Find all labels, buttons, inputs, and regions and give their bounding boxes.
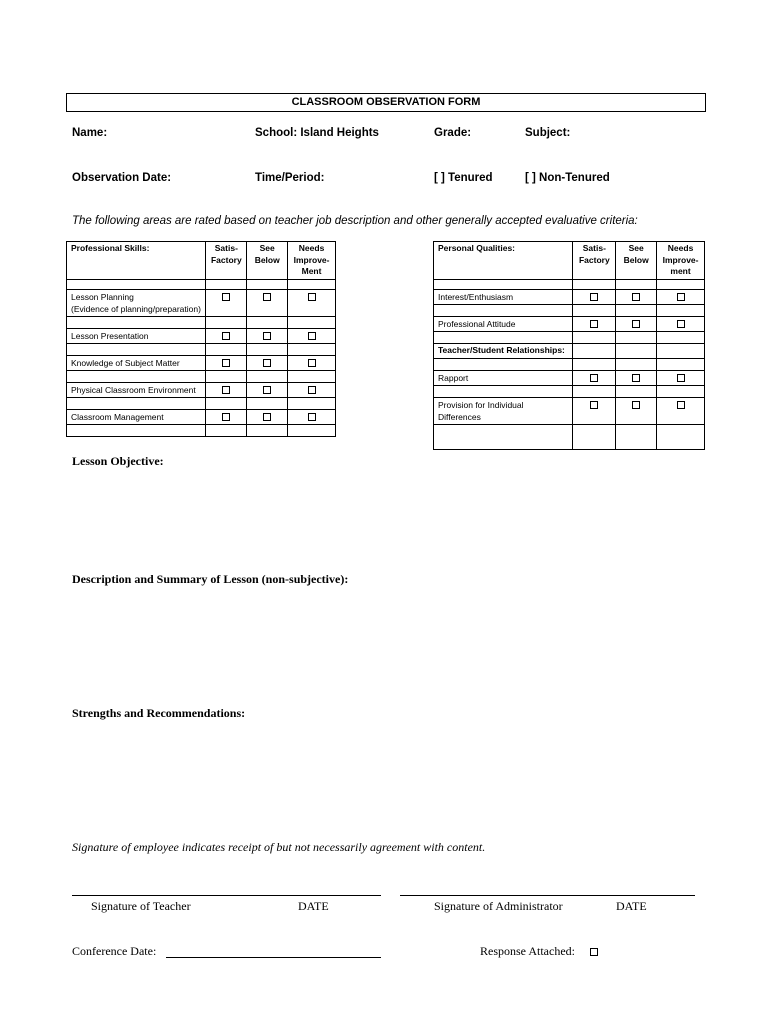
rating-checkbox[interactable]: [263, 332, 271, 340]
professional-skills-table: [66, 241, 336, 437]
rating-checkbox[interactable]: [677, 293, 685, 301]
rating-checkbox[interactable]: [222, 386, 230, 394]
strengths-heading: Strengths and Recommendations:: [72, 706, 246, 720]
rating-checkbox[interactable]: [222, 359, 230, 367]
col-satisfactory: Satis- Factory: [210, 243, 242, 265]
row-label: Professional Attitude: [434, 317, 573, 332]
rating-checkbox[interactable]: [263, 359, 271, 367]
professional-skills-header: Professional Skills:: [67, 242, 206, 280]
col-satisfactory: Satis- Factory: [578, 243, 610, 265]
rating-checkbox[interactable]: [308, 413, 316, 421]
rating-checkbox[interactable]: [590, 374, 598, 382]
row-sublabel: (Evidence of planning/preparation): [71, 304, 201, 314]
row-label: Rapport: [434, 370, 573, 385]
row-label: Interest/Enthusiasm: [434, 290, 573, 305]
rating-checkbox[interactable]: [308, 332, 316, 340]
row-label: Lesson Presentation: [67, 329, 206, 344]
time-period-label: Time/Period:: [255, 172, 325, 184]
subject-label: Subject:: [525, 127, 571, 139]
school-label: School: Island Heights: [255, 127, 379, 139]
table-row: [67, 410, 336, 425]
rating-checkbox[interactable]: [632, 374, 640, 382]
personal-qualities-table: [433, 241, 705, 450]
relationships-subheader: Teacher/Student Relationships:: [434, 344, 573, 359]
rating-checkbox[interactable]: [677, 374, 685, 382]
table-row: [434, 397, 705, 424]
lesson-objective-heading: Lesson Objective:: [72, 454, 164, 468]
teacher-signature-line[interactable]: [72, 895, 381, 896]
row-label: Physical Classroom Environment: [67, 383, 206, 398]
rating-checkbox[interactable]: [222, 293, 230, 301]
tenured-checkbox[interactable]: [ ] Tenured: [434, 172, 493, 184]
col-needs-improvement: Needs Improve- Ment: [293, 243, 330, 276]
rating-checkbox[interactable]: [308, 293, 316, 301]
table-row: [434, 370, 705, 385]
table-row: [67, 329, 336, 344]
table-row: [434, 290, 705, 305]
observation-date-label: Observation Date:: [72, 172, 172, 184]
rating-checkbox[interactable]: [677, 320, 685, 328]
rating-checkbox[interactable]: [263, 413, 271, 421]
conference-date-label: Conference Date:: [72, 944, 157, 958]
rating-checkbox[interactable]: [590, 320, 598, 328]
rating-checkbox[interactable]: [632, 320, 640, 328]
admin-signature-line[interactable]: [400, 895, 695, 896]
name-label: Name:: [72, 127, 108, 139]
admin-date-label: DATE: [616, 899, 647, 913]
teacher-signature-label: Signature of Teacher: [91, 899, 191, 913]
signature-note: Signature of employee indicates receipt of but not necessarily agreement with content.: [72, 840, 486, 854]
non-tenured-checkbox[interactable]: [ ] Non-Tenured: [525, 172, 610, 184]
admin-signature-label: Signature of Administrator: [434, 899, 563, 913]
conference-date-field[interactable]: [166, 957, 381, 958]
row-label: Provision for Individual Differences: [434, 397, 573, 424]
rating-checkbox[interactable]: [222, 413, 230, 421]
col-see-below: See Below: [623, 243, 649, 265]
row-label: Knowledge of Subject Matter: [67, 356, 206, 371]
table-row: [67, 383, 336, 398]
grade-label: Grade:: [434, 127, 472, 139]
response-attached-label: Response Attached:: [480, 944, 575, 958]
personal-qualities-header: Personal Qualities:: [434, 242, 573, 280]
rating-checkbox[interactable]: [632, 401, 640, 409]
table-row: [67, 290, 336, 317]
description-heading: Description and Summary of Lesson (non-subjective):: [72, 572, 349, 586]
rating-checkbox[interactable]: [263, 386, 271, 394]
col-see-below: See Below: [254, 243, 280, 265]
form-title: CLASSROOM OBSERVATION FORM: [66, 93, 706, 112]
rating-checkbox[interactable]: [590, 401, 598, 409]
rating-checkbox[interactable]: [632, 293, 640, 301]
rating-checkbox[interactable]: [308, 386, 316, 394]
rating-checkbox[interactable]: [263, 293, 271, 301]
response-attached-checkbox[interactable]: [590, 948, 598, 956]
teacher-date-label: DATE: [298, 899, 329, 913]
row-label: Lesson Planning: [71, 292, 134, 302]
table-row: [434, 317, 705, 332]
rating-checkbox[interactable]: [308, 359, 316, 367]
rating-checkbox[interactable]: [590, 293, 598, 301]
intro-text: The following areas are rated based on teacher job description and other generally accepted evaluative criteria:: [72, 215, 638, 227]
col-needs-improvement: Needs Improve- ment: [662, 243, 699, 276]
table-row: [67, 356, 336, 371]
rating-checkbox[interactable]: [222, 332, 230, 340]
row-label: Classroom Management: [67, 410, 206, 425]
rating-checkbox[interactable]: [677, 401, 685, 409]
